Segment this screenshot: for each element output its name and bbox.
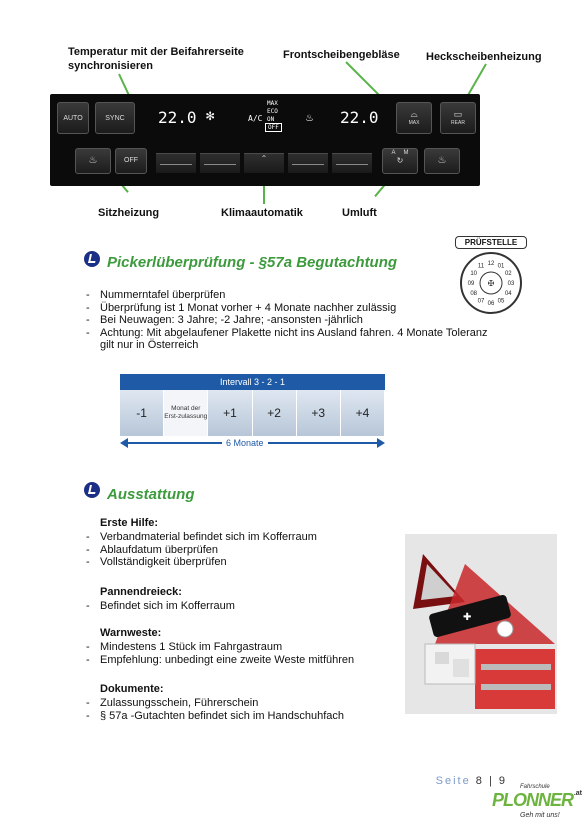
temp-right-display: 22.0 <box>340 108 379 127</box>
pickerl-list <box>82 289 492 352</box>
logo-suffix: .at <box>573 790 582 797</box>
list-item: - § 57a -Gutachten befindet sich im Handschuhfach <box>82 710 402 723</box>
fan-slider-segment[interactable] <box>288 153 328 173</box>
list-item: - Verbandmaterial befindet sich im Kofferraum <box>82 531 392 544</box>
list-item: - Mindestens 1 Stück im Fahrgastraum <box>82 641 402 654</box>
auto-button[interactable]: AUTO <box>57 102 89 134</box>
mode-off: OFF <box>265 123 282 132</box>
list-item: - Vollständigkeit überprüfen <box>82 556 392 569</box>
interval-cell: +1 <box>208 390 252 436</box>
sticker-month-label: 10 <box>470 271 478 277</box>
sticker-month-label: 11 <box>477 263 485 270</box>
seat-heat-icon: ♨ <box>88 155 98 166</box>
list-item: - Nummerntafel überprüfen <box>82 289 492 302</box>
group-heading: Dokumente: <box>100 683 164 695</box>
callout-recirc: Umluft <box>342 207 377 219</box>
rear-defrost-button[interactable] <box>440 102 476 134</box>
sticker-month-label: 09 <box>467 281 475 287</box>
group-heading: Erste Hilfe: <box>100 517 159 529</box>
mode-eco: ECO <box>267 108 278 115</box>
section-title-ausstattung: Ausstattung <box>107 486 195 503</box>
m-label: M <box>403 150 409 156</box>
sticker-month-label: 04 <box>504 291 512 297</box>
logo-main: PLONNER <box>492 790 574 810</box>
fan-slider-segment[interactable] <box>200 153 240 173</box>
interval-header: Intervall 3 - 2 - 1 <box>120 374 385 390</box>
list-item: - Zulassungsschein, Führerschein <box>82 697 402 710</box>
logo-top: Fahrschule <box>520 784 550 790</box>
sticker-month-label: 02 <box>504 271 512 277</box>
temp-slider-center[interactable] <box>244 153 284 173</box>
interval-diagram <box>120 374 385 436</box>
fan-slider-segment[interactable] <box>156 153 196 173</box>
interval-cell: Monat der Erst-zulassung <box>164 390 208 436</box>
rear-label: REAR <box>451 120 465 126</box>
sticker-month-label: 06 <box>487 301 495 307</box>
list-item: - Ablaufdatum überprüfen <box>82 544 392 557</box>
fan-slider-segment[interactable] <box>332 153 372 173</box>
footer-label: Seite <box>435 775 471 787</box>
seat-heat-right-button[interactable] <box>424 148 460 174</box>
callout-climate-auto: Klimaautomatik <box>221 207 303 219</box>
windshield-icon: ⌓ <box>410 109 418 119</box>
recirc-button[interactable] <box>382 148 418 174</box>
triangle-list <box>82 600 392 613</box>
interval-span-label: 6 Monate <box>222 438 268 448</box>
interval-cell: +3 <box>297 390 341 436</box>
sticker-month-label: 12 <box>487 261 495 267</box>
a-label: A <box>391 150 396 156</box>
group-heading: Pannendreieck: <box>100 586 182 598</box>
list-item: - Achtung: Mit abgelaufener Plakette nicht ins Ausland fahren. 4 Monate Toleranz gilt nur in Österreich <box>82 327 492 352</box>
recirc-icon: ↻ <box>396 156 404 165</box>
sticker-month-label: 05 <box>497 298 505 305</box>
mode-max: MAX <box>267 100 278 107</box>
list-item: - Empfehlung: unbedingt eine zweite Weste mitführen <box>82 654 402 667</box>
interval-cell: -1 <box>120 390 164 436</box>
group-heading: Warnweste: <box>100 627 162 639</box>
badge-title: PRÜFSTELLE <box>455 236 527 249</box>
sticker-month-label: 07 <box>477 298 485 305</box>
safety-equipment-photo <box>405 534 557 714</box>
page-number: 8 | 9 <box>475 775 507 787</box>
callout-temp-sync: Temperatur mit der Beifahrerseite synchronisieren <box>68 46 244 72</box>
first-aid-list <box>82 531 392 569</box>
temp-left-display: 22.0 <box>158 108 197 127</box>
callout-front-defrost: Frontscheibengebläse <box>283 49 400 61</box>
callout-rear-defrost: Heckscheibenheizung <box>426 51 542 63</box>
fan-icon: ✻ <box>206 108 215 124</box>
sticker-month-label: 03 <box>507 281 515 287</box>
ac-label: A/C <box>248 114 263 123</box>
list-item: - Bei Neuwagen: 3 Jahre; -2 Jahre; -ansonsten -jährlich <box>82 314 492 327</box>
max-label: MAX <box>408 120 420 126</box>
interval-cell: +4 <box>341 390 385 436</box>
list-item: - Befindet sich im Kofferraum <box>82 600 392 613</box>
sticker-month-label: 01 <box>497 263 505 270</box>
callout-seat-heat: Sitzheizung <box>98 207 160 219</box>
rear-window-icon: ▭ <box>453 109 463 119</box>
mode-on: ON <box>267 116 275 123</box>
chevron-up-icon: ⌃ <box>260 154 268 163</box>
section-icon <box>84 251 100 267</box>
documents-list <box>82 697 402 722</box>
svg-text:✚: ✚ <box>463 612 472 623</box>
seat-heat-icon: ♨ <box>437 155 447 166</box>
sticker-month-label: 08 <box>470 291 478 297</box>
sync-button[interactable]: SYNC <box>95 102 135 134</box>
svg-text:✠: ✠ <box>487 279 495 288</box>
section-title-pickerl: Pickerlüberprüfung - §57a Begutachtung <box>107 254 398 271</box>
plonner-logo <box>492 784 582 830</box>
off-button[interactable]: OFF <box>115 148 147 174</box>
section-icon <box>84 482 100 498</box>
list-item: - Überprüfung ist 1 Monat vorher + 4 Monate nachher zulässig <box>82 302 492 315</box>
interval-cell: +2 <box>253 390 297 436</box>
seat-ventilation-icon: ♨ <box>306 110 314 124</box>
logo-tagline: Geh mit uns! <box>520 812 560 819</box>
vest-list <box>82 641 402 666</box>
seat-heat-left-button[interactable] <box>75 148 111 174</box>
front-defrost-button[interactable] <box>396 102 432 134</box>
